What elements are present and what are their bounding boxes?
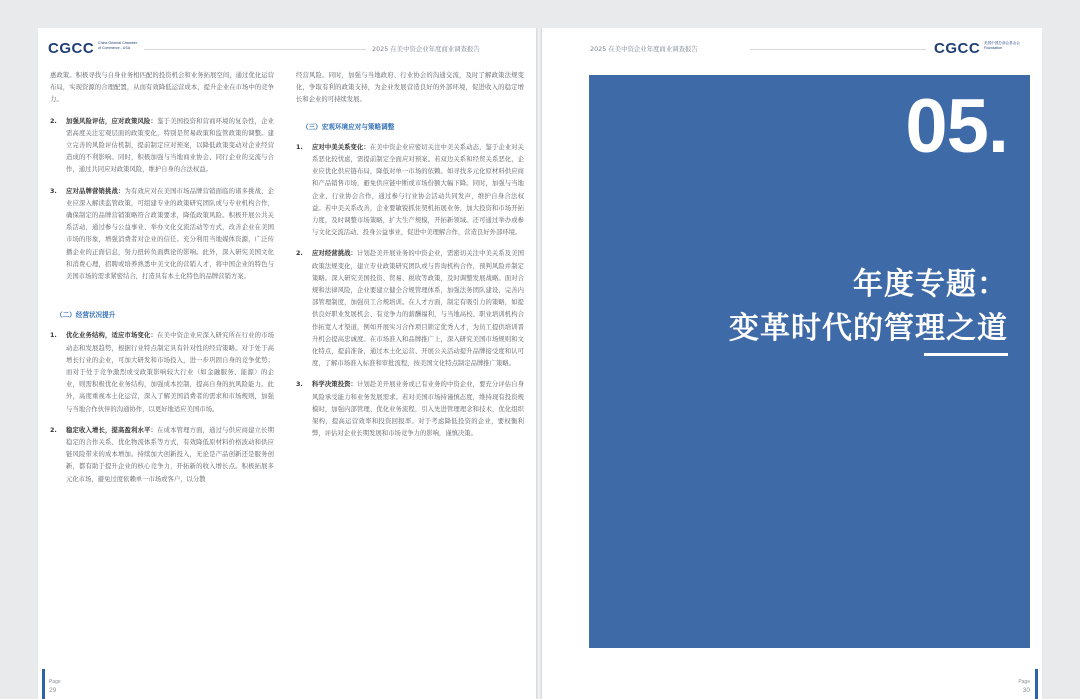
cgcc-logo: CGCC <box>934 40 981 57</box>
list-item <box>50 186 274 284</box>
item-text: 计划赴美开展业务的中资企业，需密切关注中美关系及美国政策法规变化，建立专业政策研究团队或与咨询机构合作，预判风险并制定策略。深入研究美国投资、贸易、税收等政策，及时调整发展战略。面对合规和法律风险，企业要建立健全合规管理体系，加强法务团队建设，完善内部管理制度，加强员工合规培训。在人才方面，制定有吸引力的策略，如提供良好职业发展机会、有竞争力的薪酬福利，与当地高校、职业培训机构合作拓宽人才渠道，例如开展实习合作项目锁定优秀人才，为员工提供培训晋升机会提高忠诚度。在市场准入和品牌推广上，深入研究美国市场规则和文化特点，提前准备，通过本土化运营、开展公关活动提升品牌接受度和认可度，了解市场准入标准和审批流程，按美国文化特点制定品牌推广策略。 <box>312 250 524 368</box>
item-number: 2. <box>296 250 303 258</box>
item-text: 在美中资企业应密切关注中美关系动态，鉴于企业对关系恶化较忧虑，需提前制定全面应对预案。若双边关系和经贸关系恶化，企业应优化供应链布局，降低对单一市场的依赖。如寻找多元化原材料供应商和产品销售市场，避免供应链中断或市场份额大幅下降。同时，加强与当地企业、行业协会合作，通过参与行业协会活动共同发声，维护自身合法权益。若中美关系改善，企业要敏锐抓住契机拓展业务，加大投资和市场开拓力度，及时调整市场策略，扩大生产规模，开拓新领域。还可通过举办或参与文化交流活动、投身公益事业，促进中美理解合作，营造良好外部环境。 <box>312 143 524 237</box>
logo-subtitle: China General Chamber of Commerce - USA <box>98 41 137 50</box>
chapter-title-line-1: 年度专题： <box>853 267 1008 302</box>
chapter-title-line-2: 变革时代的管理之道 <box>729 311 1008 346</box>
list-item <box>50 330 274 415</box>
paragraph: 经营风险。同时，加强与当地政府、行业协会的沟通交流，及时了解政策法规变化，争取有利的政策支持，为企业发展营造良好的外部环境，促进收入的稳定增长和企业的可持续发展。 <box>296 72 524 104</box>
list-item <box>296 248 524 370</box>
item-text: 在成本管理方面，通过与供应商建立长期稳定的合作关系、优化物流体系等方式，有效降低原材料价格波动和供应链风险带来的成本增加。持续加大创新投入，无论是产品创新还是服务创新，都有助于提升企业的核心竞争力，开拓新的收入增长点。积极拓展多元化市场，避免过度依赖单一市场或客户，以分散 <box>66 426 274 483</box>
chapter-panel <box>589 75 1030 648</box>
list-item <box>50 425 274 486</box>
item-number: 1. <box>296 143 303 151</box>
item-lead: 稳定收入增长，提高盈利水平： <box>66 426 158 434</box>
paragraph: 惠政策。积极寻找与自身业务相匹配的投资机会和业务拓展空间，通过优化运营布局，实现资源的合理配置，从而有效降低运营成本，提升企业在市场中的竞争力。 <box>50 72 274 104</box>
column-2 <box>296 70 524 440</box>
item-number: 2. <box>50 426 57 434</box>
list-item <box>296 379 524 440</box>
item-number: 3. <box>50 187 57 195</box>
page-number: 29 <box>49 687 57 694</box>
item-text: 鉴于美国投资和营商环境的复杂性，企业需高度关注宏观层面的政策变化，特别是贸易政策和监管政策的调整。建立完善的风险评估机制，提前制定应对预案，以降低政策变动对企业经营造成的不利影响。同时，积极加强与当地商业协会、同行企业的交流与合作，通过共同应对政策风险，维护自身的合法权益。 <box>66 117 274 174</box>
item-lead: 优化业务结构，适应市场变化： <box>66 332 158 340</box>
item-lead: 科学决策投资： <box>312 381 357 389</box>
item-lead: 应对经营挑战： <box>312 250 357 258</box>
item-number: 3. <box>296 381 303 389</box>
page-number: 30 <box>1022 687 1030 694</box>
footer-bar <box>1035 669 1038 699</box>
header-rule <box>750 49 926 50</box>
footer-bar <box>42 669 45 699</box>
cgcc-logo: CGCC <box>48 40 95 57</box>
section-heading: （三）宏观环境应对与策略调整 <box>302 122 395 131</box>
item-lead: 应对品牌营销挑战： <box>66 187 125 195</box>
page-label: Page <box>49 679 61 685</box>
item-text: 计划赴美开展业务或已有业务的中资企业，要充分评估自身风险承受能力和业务发展需求。若对美国市场持谨慎态度，维持现有投资规模时，加强内部管理、优化业务流程，引入先进管理理念和技术，优化组织架构，提高运营效率和投资回报率。对于考虑降低投资的企业，要权衡利弊，评估对企业长期发展和市场竞争力的影响，谨慎决策。 <box>312 381 524 438</box>
item-number: 2. <box>50 117 57 125</box>
column-1 <box>50 70 274 486</box>
header-title: 2025 在美中资企业年度商业调查报告 <box>372 45 480 53</box>
title-underline <box>924 353 1008 356</box>
list-item <box>296 142 524 240</box>
right-header <box>542 38 1042 60</box>
item-number: 1. <box>50 332 57 340</box>
item-text: 为有效应对在美国市场品牌营销面临的诸多挑战，企业应深入解读监管政策，可组建专业的政策研究团队或与专业机构合作，确保制定的品牌营销策略符合政策要求，降低政策风险。积极开展公共关系活动，通过参与公益事业、举办文化交流活动等方式，改善企业在美国市场的形象，增强消费者对企业的信任。充分利用当地媒体资源，广泛传播企业的正面信息，努力扭转负面舆论的影响。此外，深入研究美国文化和消费心理，招聘或培养熟悉中美文化的营销人才，将中国企业的特色与美国市场的需求紧密结合，打造具有本土化特色的品牌营销方案。 <box>66 187 274 281</box>
header-title: 2025 在美中资企业年度商业调查报告 <box>590 45 698 53</box>
item-text: 在美中资企业应深入研究所在行业的市场动态和发展趋势，根据行业特点制定具有针对性的经营策略。对于处于高增长行业的企业，可加大研发和市场投入，进一步巩固自身的竞争优势；而对于处于竞争激烈或受政策影响较大行业（如金融服务、能源）的企业，则需积极优化业务结构，加强成本控制，提高自身的抗风险能力。此外，高度重视本土化运营，深入了解美国消费者的需求和市场规则，加强与当地合作伙伴的沟通协作，以更好地适应美国市场。 <box>66 332 274 413</box>
section-heading: （二）经营状况提升 <box>56 311 116 320</box>
header-rule <box>144 49 366 50</box>
right-page <box>542 28 1042 699</box>
left-header <box>38 38 536 60</box>
chapter-number: 05. <box>905 84 1008 169</box>
page-label: Page <box>1018 679 1030 685</box>
item-lead: 应对中美关系变化： <box>312 143 370 151</box>
left-page <box>38 28 536 699</box>
logo-subtitle: 美国中国总商会基金会 Foundation <box>984 41 1020 50</box>
item-lead: 加强风险评估，应对政策风险： <box>66 117 158 125</box>
list-item <box>50 116 274 177</box>
